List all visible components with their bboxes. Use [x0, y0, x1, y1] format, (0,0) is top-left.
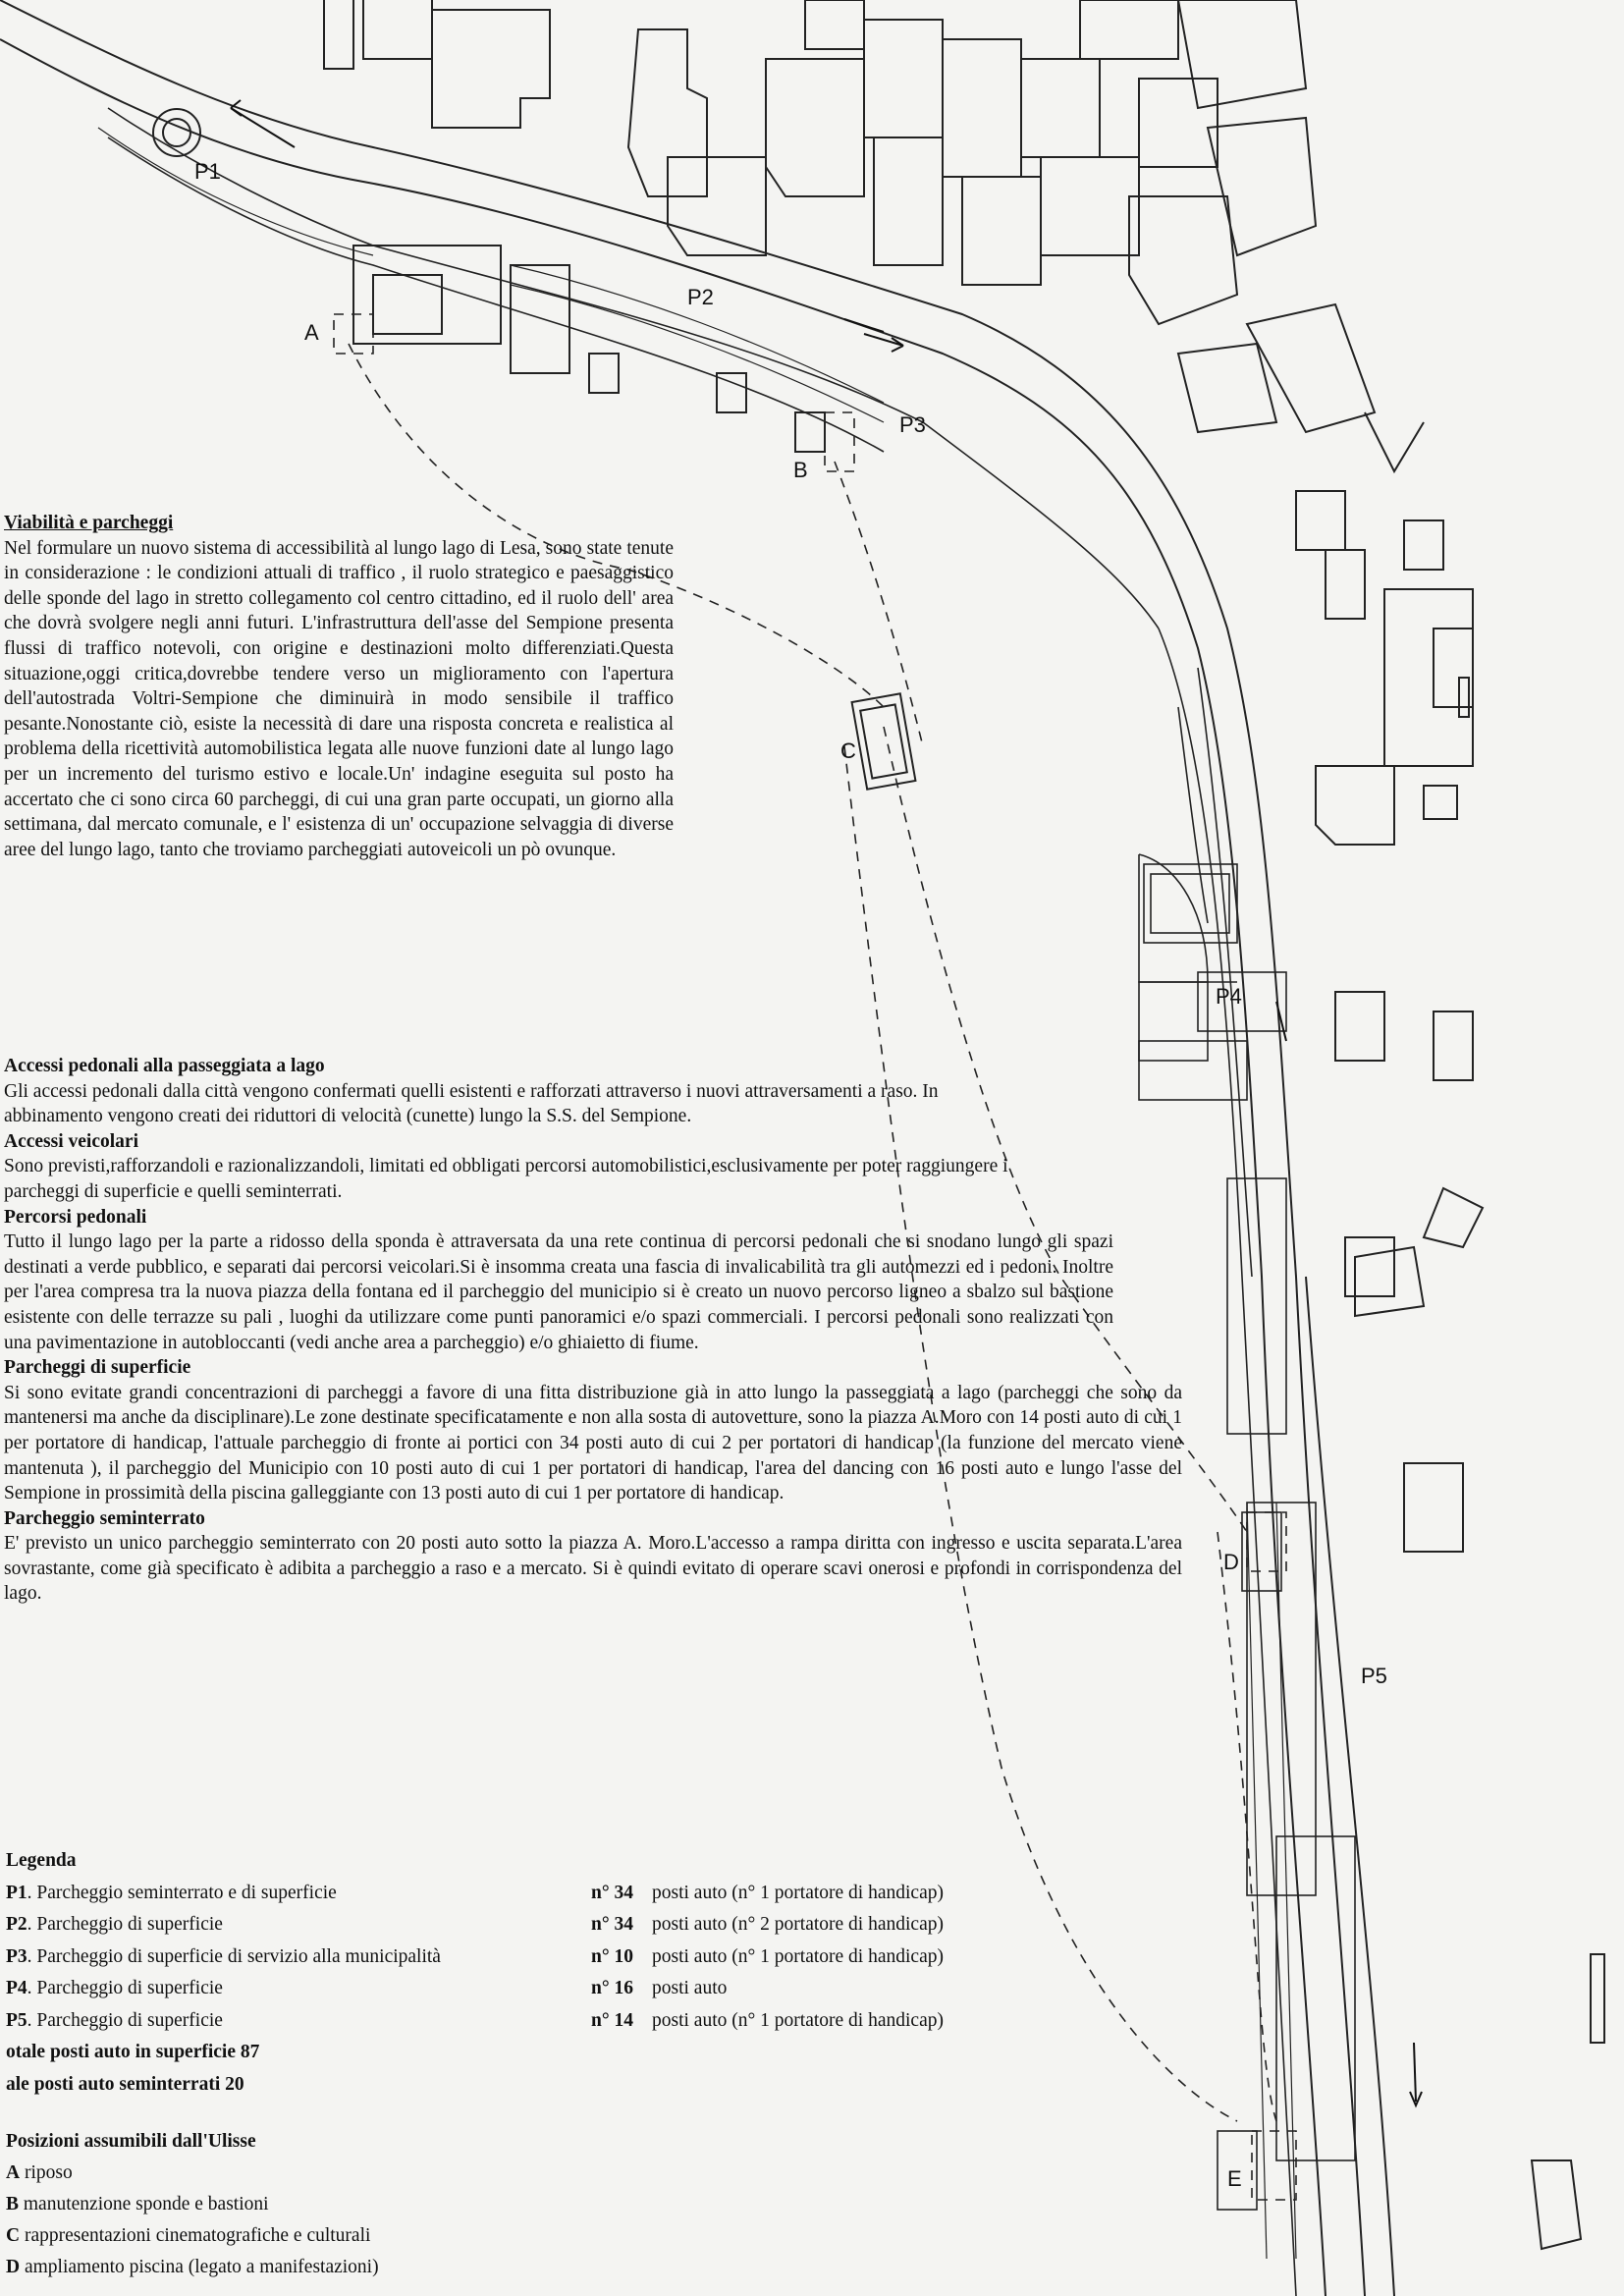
- legend-detail: posti auto: [652, 1978, 728, 1998]
- legend-detail: posti auto (n° 1 portatore di handicap): [652, 1882, 944, 1903]
- ulisse-code: C: [6, 2225, 21, 2246]
- legend-detail: posti auto (n° 1 portatore di handicap): [652, 1945, 944, 1967]
- intro-title: Viabilità e parcheggi: [4, 513, 174, 533]
- legend-count: n° 34: [591, 1882, 634, 1903]
- legend-total-underground: ale posti auto seminterrati 20: [6, 2073, 244, 2095]
- legend-row-p5: [6, 2005, 1086, 2038]
- legend-code: P5: [6, 2009, 27, 2031]
- section-accessi-veicolari: [4, 1129, 1192, 1205]
- ulisse-title: Posizioni assumibili dall'Ulisse: [6, 2131, 256, 2152]
- section-title: Parcheggi di superficie: [4, 1357, 191, 1379]
- section-parcheggi-superficie: [4, 1355, 1192, 1506]
- legend-code: P4: [6, 1978, 27, 1998]
- ulisse-item-d: [6, 2252, 379, 2283]
- map-label-e: E: [1227, 2166, 1242, 2191]
- legend-count: n° 10: [591, 1945, 634, 1967]
- map-label-p2: P2: [687, 285, 714, 309]
- legend-count: n° 14: [591, 2009, 634, 2031]
- ulisse-label: ampliamento piscina (legato a manifestazioni): [24, 2257, 379, 2277]
- piazza-fountain: [153, 109, 825, 452]
- section-title: Accessi veicolari: [4, 1130, 138, 1152]
- legend-desc: . Parcheggio di superficie di servizio alla municipalità: [27, 1945, 441, 1967]
- legend-title: Legenda: [6, 1850, 77, 1871]
- section-body: E' previsto un unico parcheggio seminterrato con 20 posti auto sotto la piazza A. Moro.L'accesso a rampa diritta con ingresso e uscita separata.L'area sovrastante, come già specificato è adibita a parcheggio a raso e a mercato. Si è quindi evitato di operare scavi onerosi e profondi in corrispondenza del lago.: [4, 1533, 1182, 1605]
- ulisse-item-b: [6, 2189, 379, 2220]
- legend-code: P1: [6, 1882, 27, 1903]
- legend-detail: posti auto (n° 1 portatore di handicap): [652, 2009, 944, 2031]
- map-label-d: D: [1223, 1550, 1239, 1574]
- legend-detail: posti auto (n° 2 portatore di handicap): [652, 1914, 944, 1935]
- legend-row-p2: [6, 1909, 1086, 1941]
- section-title: Parcheggio seminterrato: [4, 1507, 205, 1529]
- map-label-a: A: [304, 320, 319, 345]
- legend-code: P2: [6, 1914, 27, 1935]
- intro-body: Nel formulare un nuovo sistema di accessibilità al lungo lago di Lesa, sono state tenute in considerazione : le condizioni attuali di traffico , il ruolo strategico e paesaggistico delle sponde del lago in stretto collegamento col centro cittadino, ed il ruolo dell' area che dovrà svolgere negli anni futuri. L'infrastruttura dell'asse del Sempione presenta flussi di traffico notevoli, con origine e destinazioni molto differenziati.Questa situazione,oggi critica,dovrebbe tendere verso un miglioramento con l'apertura dell'autostrada Voltri-Sempione che diminuirà in modo sensibile il traffico pesante.Nonostante ciò, esiste la necessità di dare una risposta concreta e realistica al problema della ricettività automobilistica legata alle nuove funzioni date al lungo lago per un incremento del turismo estivo e locale.Un' indagine eseguita sul posto ha accertato che ci sono circa 60 parcheggi, di cui una gran parte occupati, un giorno alla settimana, dal mercato comunale, e l' esistenza di un' occupazione selvaggia di diverse aree del lungo lago, tanto che troviamo parcheggiati autoveicoli un pò ovunque.: [4, 537, 674, 860]
- legend-code: P3: [6, 1945, 27, 1967]
- legend-desc: . Parcheggio di superficie: [27, 1914, 223, 1935]
- legend-count: n° 34: [591, 1914, 634, 1935]
- ulisse-positions: [6, 2126, 379, 2283]
- map-label-b: B: [793, 458, 808, 482]
- ulisse-item-a: [6, 2158, 379, 2189]
- section-title: Percorsi pedonali: [4, 1206, 147, 1228]
- ulisse-label: manutenzione sponde e bastioni: [23, 2194, 269, 2214]
- section-accessi-pedonali: [4, 1054, 1192, 1129]
- map-label-p1: P1: [194, 159, 221, 184]
- intro-section: [4, 511, 674, 862]
- legend-desc: . Parcheggio di superficie: [27, 1978, 223, 1998]
- legend-desc: . Parcheggio di superficie: [27, 2009, 223, 2031]
- ulisse-label: riposo: [24, 2162, 73, 2183]
- legend-row-p3: [6, 1941, 1086, 1974]
- legend: [6, 1845, 1086, 2101]
- section-body: Gli accessi pedonali dalla città vengono confermati quelli esistenti e rafforzati attraverso i nuovi attraversamenti a raso. In abbinamento vengono creati dei riduttori di velocità (cunette) lungo la S.S. del Sempione.: [4, 1080, 939, 1127]
- legend-total-surface: otale posti auto in superficie 87: [6, 2042, 260, 2062]
- map-label-c: C: [840, 738, 856, 763]
- legend-desc: . Parcheggio seminterrato e di superficie: [27, 1882, 337, 1903]
- sections: [4, 1054, 1192, 1607]
- ulisse-code: D: [6, 2257, 21, 2277]
- ulisse-item-c: [6, 2220, 379, 2252]
- legend-row-p1: [6, 1878, 1086, 1910]
- legend-count: n° 16: [591, 1978, 634, 1998]
- section-parcheggio-seminterrato: [4, 1506, 1192, 1607]
- ulisse-code: B: [6, 2194, 20, 2214]
- map-label-p5: P5: [1361, 1664, 1387, 1688]
- section-body: Tutto il lungo lago per la parte a ridosso della sponda è attraversata da una rete continua di percorsi pedonali che si snodano lungo gli spazi destinati a verde pubblico, e separati dai percorsi veicolari.Si è insomma creata una fascia di invalicabilità tra gli automezzi ed i pedoni. Inoltre per l'area compresa tra la nuova piazza della fontana ed il parcheggio del municipio si è creato un nuovo percorso ligneo a sbalzo sul bastione esistente con delle terrazze su pali , luoghi da utilizzare come punti panoramici e/o spazi commerciali. I percorsi pedonali sono realizzati con una pavimentazione in autobloccanti (vedi anche area a parcheggio) e/o ghiaietto di fiume.: [4, 1231, 1113, 1353]
- map-label-p3: P3: [899, 412, 926, 437]
- ulisse-label: rappresentazioni cinematografiche e culturali: [24, 2225, 371, 2246]
- ulisse-code: A: [6, 2162, 21, 2183]
- section-percorsi-pedonali: [4, 1205, 1192, 1356]
- venue-c: [852, 693, 916, 789]
- section-title: Accessi pedonali alla passeggiata a lago: [4, 1056, 325, 1076]
- section-body: Si sono evitate grandi concentrazioni di parcheggi a favore di una fitta distribuzione già in atto lungo la passeggiata a lago (parcheggi che sono da mantenersi ma anche da disciplinare).Le zone destinate specificatamente e non alla sosta di autovetture, sono la piazza A.Moro con 14 posti auto di cui 1 per portatore di handicap, l'attuale parcheggio di fronte ai portici con 34 posti auto di cui 2 per portatori di handicap (la funzione del mercato viene mantenuta ), il parcheggio del Municipio con 10 posti auto di cui 1 per portatori di handicap, l'area del dancing con 16 posti auto e lungo l'asse del Sempione in prossimità della piscina galleggiante con 13 posti auto di cui 1 per portatore di handicap.: [4, 1382, 1182, 1504]
- legend-row-p4: [6, 1973, 1086, 2005]
- map-label-p4: P4: [1216, 984, 1242, 1009]
- section-body: Sono previsti,rafforzandoli e razionalizzandoli, limitati ed obbligati percorsi automobilistici,esclusivamente per poter raggiungere i parcheggi di superficie e quelli seminterrati.: [4, 1156, 1008, 1202]
